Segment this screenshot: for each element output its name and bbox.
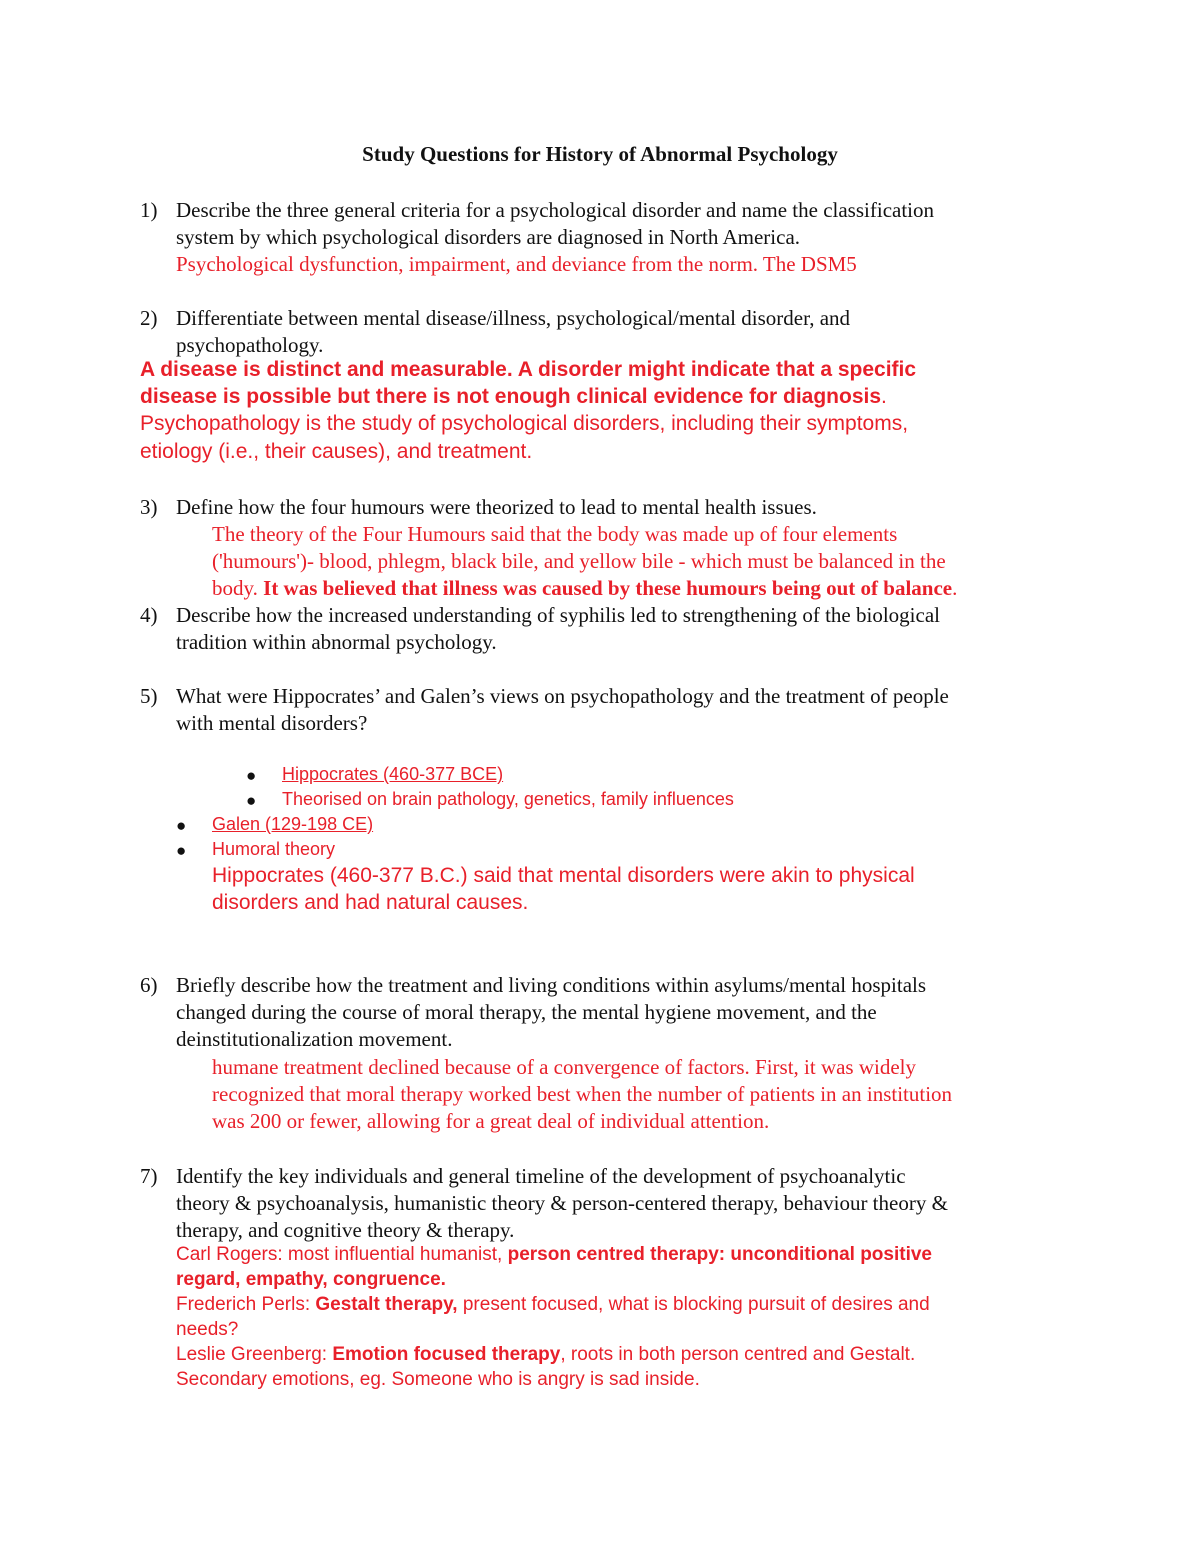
answer-text: recognized that moral therapy worked best when the number of patients in an institution (212, 1082, 953, 1106)
question-number: 6) (140, 973, 158, 997)
question-text-line: psychopathology. (176, 333, 324, 357)
question-number: 7) (140, 1164, 158, 1188)
answer-text (176, 1244, 932, 1266)
answer-text: was 200 or fewer, allowing for a great deal of individual attention. (212, 1109, 770, 1133)
question-text-line: deinstitutionalization movement. (176, 1027, 453, 1051)
question-text-line: system by which psychological disorders are diagnosed in North America. (176, 225, 801, 249)
question-text-line: Briefly describe how the treatment and living conditions within asylums/mental hospitals (176, 973, 927, 997)
answer-text: needs? (176, 1319, 239, 1340)
bullet-item: Galen (129-198 CE) (212, 814, 374, 834)
answer-text-bold: person centred therapy: unconditional positive (507, 1244, 932, 1265)
question-text-line: Describe the three general criteria for a psychological disorder and name the classification (176, 198, 934, 222)
answer-text: etiology (i.e., their causes), and treatment. (140, 440, 533, 463)
answer-text-bold: It was believed that illness was caused by these humours being out of balance (263, 576, 953, 600)
answer-text: Psychopathology is the study of psychological disorders, including their symptoms, (140, 412, 909, 435)
question-text-line: Identify the key individuals and general timeline of the development of psychoanalytic (176, 1164, 906, 1188)
question-number: 5) (140, 684, 158, 708)
question-text-line: changed during the course of moral therapy, the mental hygiene movement, and the (176, 1000, 877, 1024)
answer-text (212, 575, 957, 602)
answer-text-end: present focused, what is blocking pursuit of desires and (457, 1294, 930, 1315)
question-number: 4) (140, 603, 158, 627)
answer-text-start: Frederich Perls: (176, 1294, 316, 1315)
answer-text: Psychological dysfunction, impairment, and deviance from the norm. The DSM5 (176, 252, 857, 276)
answer-text: Hippocrates (460-377 B.C.) said that mental disorders were akin to physical (212, 864, 915, 887)
bullet-item: Theorised on brain pathology, genetics, family influences (282, 789, 734, 809)
answer-text-start: body. (212, 576, 264, 600)
answer-text: Secondary emotions, eg. Someone who is angry is sad inside. (176, 1369, 700, 1390)
answer-text-start: Carl Rogers: most influential humanist, (176, 1244, 508, 1265)
answer-text-bold: A disease is distinct and measurable. A disorder might indicate that a specific (140, 358, 917, 381)
question-text-line: tradition within abnormal psychology. (176, 630, 497, 654)
question-number: 3) (140, 495, 158, 519)
page-title: Study Questions for History of Abnormal Psychology (362, 142, 838, 166)
answer-text (176, 1294, 930, 1316)
answer-text-end: , roots in both person centred and Gestalt. (560, 1344, 916, 1365)
bullet-item: Humoral theory (212, 839, 336, 859)
question-text-line: What were Hippocrates’ and Galen’s views on psychopathology and the treatment of people (176, 684, 949, 708)
answer-text: The theory of the Four Humours said that the body was made up of four elements (212, 522, 898, 546)
question-text-line: theory & psychoanalysis, humanistic theory & person-centered therapy, behaviour theory & (176, 1191, 948, 1215)
answer-text (176, 1344, 915, 1366)
question-text-line: Define how the four humours were theorized to lead to mental health issues. (176, 495, 817, 519)
answer-text: disorders and had natural causes. (212, 891, 529, 914)
answer-text-bold: disease is possible but there is not enough clinical evidence for diagnosis (140, 385, 882, 408)
answer-text (140, 385, 887, 409)
answer-punctuation: . (952, 576, 958, 600)
question-number: 2) (140, 306, 158, 330)
answer-text: ('humours')- blood, phlegm, black bile, and yellow bile - which must be balanced in the (212, 549, 946, 573)
answer-text-bold: Gestalt therapy, (315, 1294, 458, 1315)
bullet-icon: ● (176, 816, 187, 835)
bullet-icon: ● (176, 841, 187, 860)
bullet-icon: ● (246, 766, 257, 785)
question-text-line: therapy, and cognitive theory & therapy. (176, 1218, 515, 1242)
bullet-item: Hippocrates (460-377 BCE) (282, 764, 504, 784)
answer-text-bold: Emotion focused therapy (332, 1344, 561, 1365)
question-text-line: Differentiate between mental disease/illness, psychological/mental disorder, and (176, 306, 851, 330)
answer-text-start: Leslie Greenberg: (176, 1344, 333, 1365)
question-text-line: with mental disorders? (176, 711, 368, 735)
question-text-line: Describe how the increased understanding of syphilis led to strengthening of the biological (176, 603, 940, 627)
question-number: 1) (140, 198, 158, 222)
answer-punctuation: . (881, 385, 887, 408)
bullet-icon: ● (246, 791, 257, 810)
answer-text: humane treatment declined because of a convergence of factors. First, it was widely (212, 1055, 917, 1079)
answer-text-bold: regard, empathy, congruence. (176, 1269, 446, 1290)
